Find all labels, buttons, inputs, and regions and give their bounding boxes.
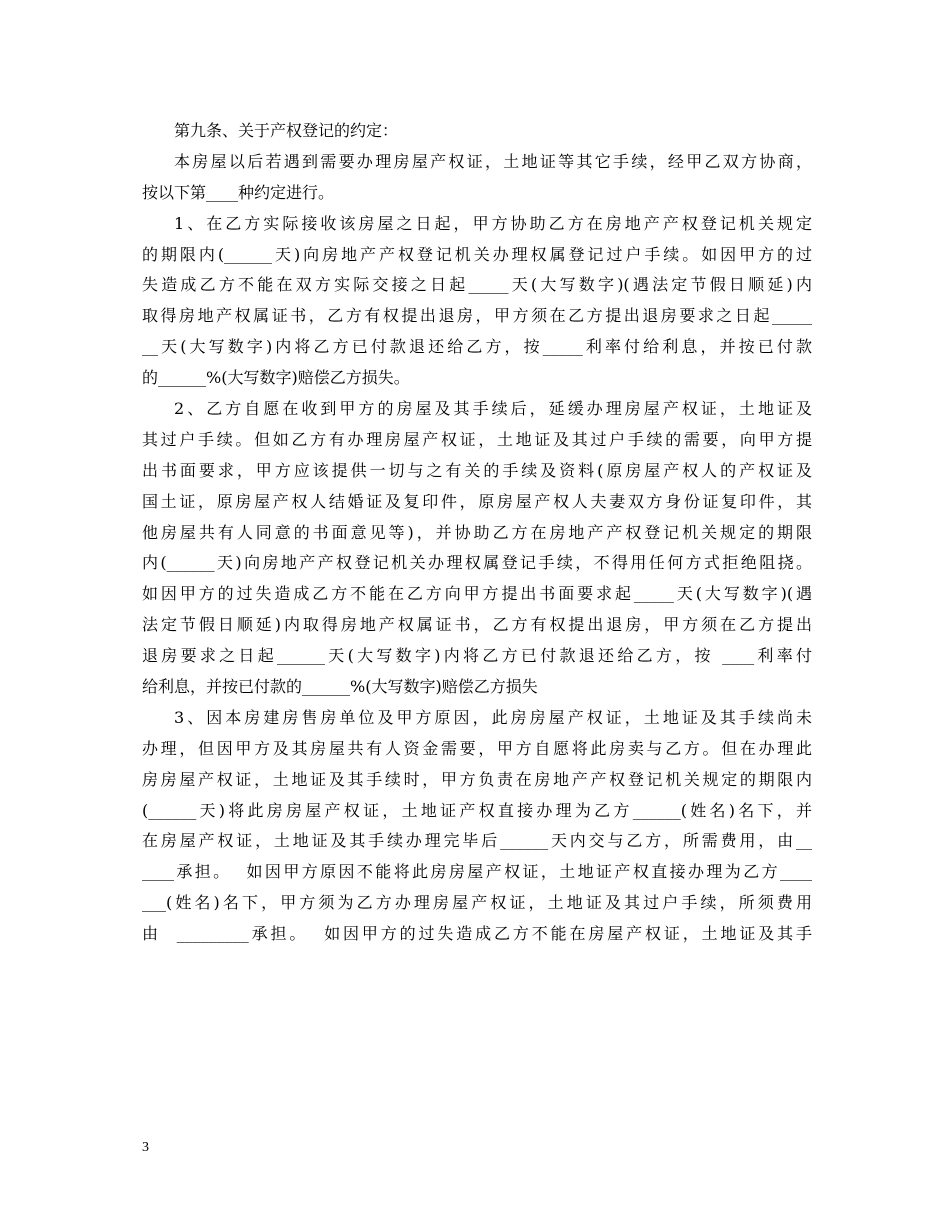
text-line: 其过户手续。但如乙方有办理房屋产权证，土地证及其过户手续的需要，向甲方提 bbox=[142, 429, 812, 449]
text-line: ____承担。 如因甲方原因不能将此房房屋产权证，土地证产权直接办理为乙方____ bbox=[142, 862, 812, 882]
text-line: ___(姓名)名下，甲方须为乙方办理房屋产权证，土地证及其过户手续，所须费用 bbox=[142, 893, 812, 913]
text-line: __天(大写数字)内将乙方已付款退还给乙方，按_____利率付给利息，并按已付款 bbox=[142, 337, 812, 357]
text-line: 1、在乙方实际接收该房屋之日起，甲方协助乙方在房地产产权登记机关规定 bbox=[174, 213, 812, 233]
text-line: 如因甲方的过失造成乙方不能在乙方向甲方提出书面要求起_____天(大写数字)(遇 bbox=[142, 584, 812, 604]
text-line: 在房屋产权证，土地证及其手续办理完毕后______天内交与乙方，所需费用，由__ bbox=[142, 831, 812, 851]
text-line: 他房屋共有人同意的书面意见等)，并协助乙方在房地产产权登记机关规定的期限 bbox=[142, 522, 812, 542]
text-line: 办理，但因甲方及其房屋共有人资金需要，甲方自愿将此房卖与乙方。但在办理此 bbox=[142, 738, 812, 758]
text-line: 退房要求之日起______天(大写数字)内将乙方已付款退还给乙方，按 ____利率付 bbox=[142, 646, 812, 666]
document-body bbox=[142, 116, 812, 950]
text-line: 本房屋以后若遇到需要办理房屋产权证，土地证等其它手续，经甲乙双方协商， bbox=[174, 151, 812, 171]
text-line: 3、因本房建房售房单位及甲方原因，此房房屋产权证，土地证及其手续尚未 bbox=[174, 707, 812, 727]
article-heading: 第九条、关于产权登记的约定： bbox=[174, 121, 399, 140]
text-line: 的______%(大写数字)赔偿乙方损失。 bbox=[142, 368, 410, 388]
text-line: 的期限内(______天)向房地产产权登记机关办理权属登记过户手续。如因甲方的过 bbox=[142, 244, 812, 264]
text-line: 房房屋产权证，土地证及其手续时，甲方负责在房地产产权登记机关规定的期限内 bbox=[142, 769, 812, 789]
text-line: 给利息，并按已付款的______%(大写数字)赔偿乙方损失 bbox=[142, 677, 538, 697]
text-line: 2、乙方自愿在收到甲方的房屋及其手续后，延缓办理房屋产权证，土地证及 bbox=[174, 399, 812, 419]
text-line: (______天)将此房房屋产权证，土地证产权直接办理为乙方______(姓名)名下，并 bbox=[142, 800, 812, 820]
text-line: 出书面要求，甲方应该提供一切与之有关的手续及资料(原房屋产权人的产权证及 bbox=[142, 460, 812, 480]
text-line: 按以下第____种约定进行。 bbox=[142, 182, 335, 202]
text-line: 国土证，原房屋产权人结婚证及复印件，原房屋产权人夫妻双方身份证复印件，其 bbox=[142, 491, 812, 511]
page-number: 3 bbox=[142, 1140, 149, 1155]
text-line: 内(______天)向房地产产权登记机关办理权属登记手续，不得用任何方式拒绝阻挠。 bbox=[142, 553, 812, 573]
text-line: 取得房地产权属证书，乙方有权提出退房，甲方须在乙方提出退房要求之日起_____ bbox=[142, 306, 812, 326]
text-line: 法定节假日顺延)内取得房地产权属证书，乙方有权提出退房，甲方须在乙方提出 bbox=[142, 615, 812, 635]
text-line: 失造成乙方不能在双方实际交接之日起_____天(大写数字)(遇法定节假日顺延)内 bbox=[142, 275, 812, 295]
text-line: 由 _________承担。 如因甲方的过失造成乙方不能在房屋产权证，土地证及其手 bbox=[142, 924, 812, 944]
